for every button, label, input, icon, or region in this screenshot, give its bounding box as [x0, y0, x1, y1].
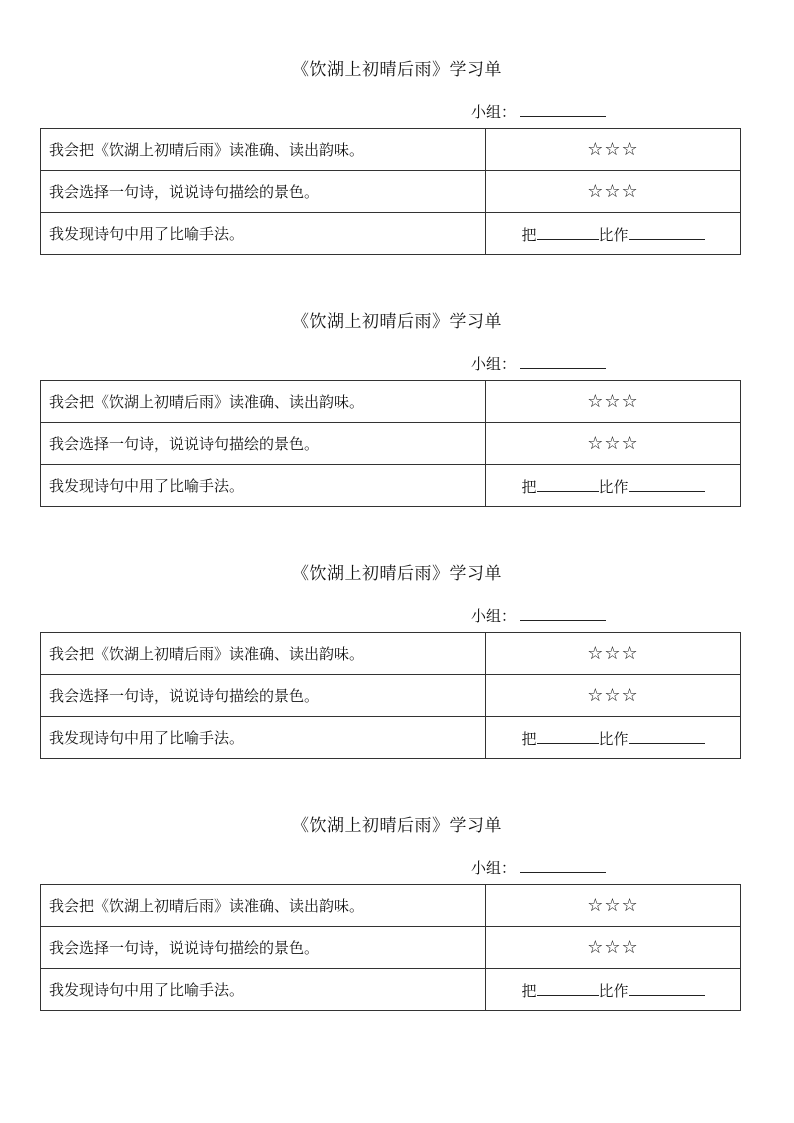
- metaphor-object-blank[interactable]: [629, 475, 705, 492]
- group-name-field: [471, 100, 606, 122]
- star-rating[interactable]: [486, 129, 741, 171]
- metaphor-object-blank[interactable]: [629, 727, 705, 744]
- metaphor-object-blank[interactable]: [629, 223, 705, 240]
- worksheet-title: 《饮湖上初晴后雨》学习单: [292, 312, 502, 332]
- criterion-metaphor: 我发现诗句中用了比喻手法。: [41, 213, 486, 255]
- table-row: [41, 885, 741, 927]
- criterion-reading: 我会把《饮湖上初晴后雨》读准确、读出韵味。: [41, 381, 486, 423]
- worksheet-2: [0, 310, 794, 550]
- criterion-metaphor: 我发现诗句中用了比喻手法。: [41, 465, 486, 507]
- star-rating[interactable]: [486, 675, 741, 717]
- metaphor-subject-blank[interactable]: [537, 223, 599, 240]
- evaluation-table: [40, 380, 741, 507]
- star-rating[interactable]: [486, 927, 741, 969]
- criterion-reading: 我会把《饮湖上初晴后雨》读准确、读出韵味。: [41, 129, 486, 171]
- table-row: [41, 675, 741, 717]
- criterion-reading: 我会把《饮湖上初晴后雨》读准确、读出韵味。: [41, 633, 486, 675]
- group-label: 小组：: [471, 859, 517, 877]
- group-label: 小组：: [471, 355, 517, 373]
- star-rating[interactable]: [486, 171, 741, 213]
- criterion-reading: 我会把《饮湖上初晴后雨》读准确、读出韵味。: [41, 885, 486, 927]
- criterion-scenery: 我会选择一句诗，说说诗句描绘的景色。: [41, 927, 486, 969]
- worksheet-title: 《饮湖上初晴后雨》学习单: [292, 60, 502, 80]
- star-rating[interactable]: [486, 633, 741, 675]
- table-row: [41, 171, 741, 213]
- criterion-metaphor: 我发现诗句中用了比喻手法。: [41, 969, 486, 1011]
- star-rating[interactable]: [486, 381, 741, 423]
- star-icons[interactable]: ☆☆☆: [587, 139, 639, 160]
- star-icons[interactable]: ☆☆☆: [587, 643, 639, 664]
- group-name-blank[interactable]: [520, 100, 606, 117]
- criterion-metaphor: 我发现诗句中用了比喻手法。: [41, 717, 486, 759]
- metaphor-subject-blank[interactable]: [537, 727, 599, 744]
- table-row: [41, 969, 741, 1011]
- table-row: [41, 465, 741, 507]
- worksheet-title: 《饮湖上初晴后雨》学习单: [292, 816, 502, 836]
- star-icons[interactable]: ☆☆☆: [587, 391, 639, 412]
- table-row: [41, 213, 741, 255]
- star-icons[interactable]: ☆☆☆: [587, 181, 639, 202]
- worksheet-3: [0, 562, 794, 802]
- bizuo-label: 比作: [598, 225, 629, 244]
- worksheet-title: 《饮湖上初晴后雨》学习单: [292, 564, 502, 584]
- evaluation-table: [40, 128, 741, 255]
- star-icons[interactable]: ☆☆☆: [587, 433, 639, 454]
- worksheet-1: [0, 58, 794, 298]
- group-name-blank[interactable]: [520, 604, 606, 621]
- table-row: [41, 381, 741, 423]
- metaphor-fill-in: [486, 465, 741, 507]
- metaphor-object-blank[interactable]: [629, 979, 705, 996]
- criterion-scenery: 我会选择一句诗，说说诗句描绘的景色。: [41, 675, 486, 717]
- star-rating[interactable]: [486, 885, 741, 927]
- metaphor-fill-in: [486, 969, 741, 1011]
- bizuo-label: 比作: [598, 729, 629, 748]
- star-rating[interactable]: [486, 423, 741, 465]
- criterion-scenery: 我会选择一句诗，说说诗句描绘的景色。: [41, 171, 486, 213]
- ba-label: 把: [521, 729, 537, 748]
- ba-label: 把: [521, 225, 537, 244]
- star-icons[interactable]: ☆☆☆: [587, 937, 639, 958]
- group-name-blank[interactable]: [520, 352, 606, 369]
- metaphor-fill-in: [486, 717, 741, 759]
- table-row: [41, 717, 741, 759]
- group-name-field: [471, 604, 606, 626]
- evaluation-table: [40, 632, 741, 759]
- group-name-field: [471, 352, 606, 374]
- table-row: [41, 927, 741, 969]
- group-name-blank[interactable]: [520, 856, 606, 873]
- group-label: 小组：: [471, 607, 517, 625]
- worksheet-4: [0, 814, 794, 1054]
- metaphor-subject-blank[interactable]: [537, 979, 599, 996]
- table-row: [41, 129, 741, 171]
- metaphor-subject-blank[interactable]: [537, 475, 599, 492]
- star-icons[interactable]: ☆☆☆: [587, 685, 639, 706]
- ba-label: 把: [521, 981, 537, 1000]
- criterion-scenery: 我会选择一句诗，说说诗句描绘的景色。: [41, 423, 486, 465]
- metaphor-fill-in: [486, 213, 741, 255]
- group-label: 小组：: [471, 103, 517, 121]
- evaluation-table: [40, 884, 741, 1011]
- bizuo-label: 比作: [598, 981, 629, 1000]
- table-row: [41, 633, 741, 675]
- ba-label: 把: [521, 477, 537, 496]
- bizuo-label: 比作: [598, 477, 629, 496]
- group-name-field: [471, 856, 606, 878]
- table-row: [41, 423, 741, 465]
- star-icons[interactable]: ☆☆☆: [587, 895, 639, 916]
